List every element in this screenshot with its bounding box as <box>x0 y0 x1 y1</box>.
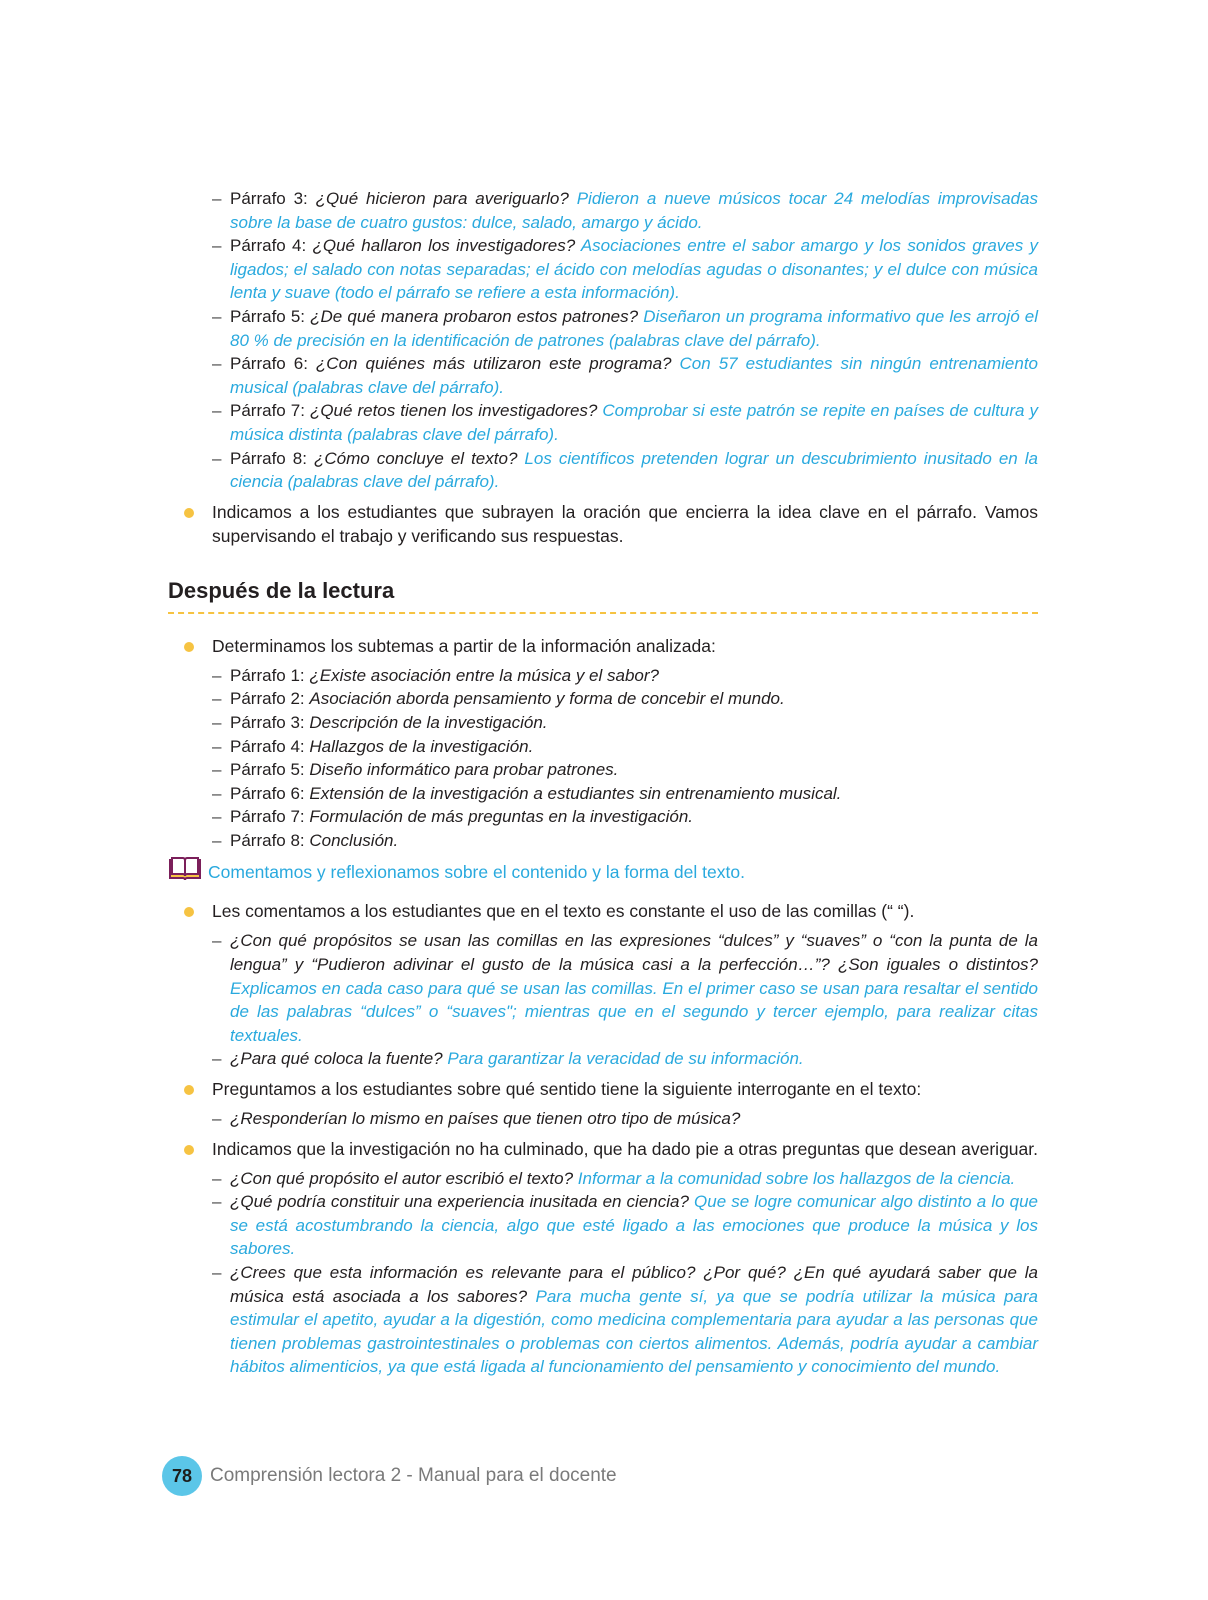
footer-title: Comprensión lectora 2 - Manual para el docente <box>210 1465 617 1486</box>
bullet-dot <box>184 1145 194 1155</box>
list-item: – Párrafo 4: Hallazgos de la investigación. <box>168 735 1038 759</box>
bullet-dot <box>184 642 194 652</box>
list-item: – Párrafo 4: ¿Qué hallaron los investigadores? Asociaciones entre el sabor amargo y los sonidos graves y ligados; el salado con notas separadas; el ácido con melodías agudas o disonantes; y el dulce con música lenta y suave (todo el párrafo se refiere a esta información). <box>168 234 1038 305</box>
bullet-item: Indicamos que la investigación no ha culminado, que ha dado pie a otras preguntas que desean averiguar. <box>168 1137 1038 1161</box>
list-item: – Párrafo 5: Diseño informático para probar patrones. <box>168 758 1038 782</box>
bullet-item: Indicamos a los estudiantes que subrayen la oración que encierra la idea clave en el párrafo. Vamos supervisando el trabajo y verificando sus respuestas. <box>168 500 1038 548</box>
list-item: – Párrafo 6: ¿Con quiénes más utilizaron este programa? Con 57 estudiantes sin ningún entrenamiento musical (palabras clave del párrafo). <box>168 352 1038 399</box>
list-item: – ¿Con qué propósito el autor escribió el texto? Informar a la comunidad sobre los hallazgos de la ciencia. <box>168 1167 1038 1191</box>
list-item: – ¿Responderían lo mismo en países que tienen otro tipo de música? <box>168 1107 1038 1131</box>
bullet-dot <box>184 1085 194 1095</box>
comment-heading: Comentamos y reflexionamos sobre el contenido y la forma del texto. <box>168 862 1038 883</box>
list-item: – Párrafo 8: Conclusión. <box>168 829 1038 853</box>
book-icon <box>168 856 202 882</box>
page-number-badge: 78 <box>162 1456 202 1496</box>
list-item: – Párrafo 7: ¿Qué retos tienen los investigadores? Comprobar si este patrón se repite en países de cultura y música distinta (palabras clave del párrafo). <box>168 399 1038 446</box>
list-item: – Párrafo 5: ¿De qué manera probaron estos patrones? Diseñaron un programa informativo que les arrojó el 80 % de precisión en la identificación de patrones (palabras clave del párrafo). <box>168 305 1038 352</box>
page-footer <box>162 1456 617 1496</box>
section1-list <box>168 187 1038 494</box>
list-item: – Párrafo 1: ¿Existe asociación entre la música y el sabor? <box>168 664 1038 688</box>
subtopics-list <box>168 664 1038 853</box>
list-item: – Párrafo 2: Asociación aborda pensamiento y forma de concebir el mundo. <box>168 687 1038 711</box>
section-divider <box>168 612 1038 614</box>
list-item: – Párrafo 7: Formulación de más preguntas en la investigación. <box>168 805 1038 829</box>
list-item: – ¿Crees que esta información es relevante para el público? ¿Por qué? ¿En qué ayudará saber que la música está asociada a los sabores? Para mucha gente sí, ya que se podría utilizar la música para estimular el apetito, ayudar a la digestión, como medicina complementaria para ayudar a las personas que tienen problemas gastrointestinales o problemas con ciertos alimentos. Además, podría ayudar a cambiar hábitos alimenticios, ya que está ligada al funcionamiento del pensamiento y conocimiento del mundo. <box>168 1261 1038 1379</box>
list-item: – ¿Para qué coloca la fuente? Para garantizar la veracidad de su información. <box>168 1047 1038 1071</box>
list-item: – Párrafo 3: Descripción de la investigación. <box>168 711 1038 735</box>
list-item: – Párrafo 8: ¿Cómo concluye el texto? Los científicos pretenden lograr un descubrimiento inusitado en la ciencia (palabras clave del párrafo). <box>168 447 1038 494</box>
page-content <box>168 187 1038 1379</box>
list-item: – Párrafo 3: ¿Qué hicieron para averiguarlo? Pidieron a nueve músicos tocar 24 melodías improvisadas sobre la base de cuatro gustos: dulce, salado, amargo y ácido. <box>168 187 1038 234</box>
bullet-dot <box>184 508 194 518</box>
bullet-item: Determinamos los subtemas a partir de la información analizada: <box>168 634 1038 658</box>
bullet-dot <box>184 907 194 917</box>
list-item: – ¿Con qué propósitos se usan las comillas en las expresiones “dulces” y “suaves” o “con la punta de la lengua” y “Pudieron adivinar el gusto de la música casi a la perfección…”? ¿Son iguales o distintos? Explicamos en cada caso para qué se usan las comillas. En el primer caso se usan para resaltar el sentido de las palabras “dulces” o “suaves"; mientras que en el segundo y tercer ejemplo, para realizar citas textuales. <box>168 929 1038 1047</box>
list-item: – ¿Qué podría constituir una experiencia inusitada en ciencia? Que se logre comunicar algo distinto a lo que se está acostumbrando la ciencia, algo que esté ligado a las emociones que produce la música y los sabores. <box>168 1190 1038 1261</box>
section-title: Después de la lectura <box>168 577 395 603</box>
bullet-item: Les comentamos a los estudiantes que en el texto es constante el uso de las comillas (“ “). <box>168 899 1038 923</box>
bullet-item: Preguntamos a los estudiantes sobre qué sentido tiene la siguiente interrogante en el texto: <box>168 1077 1038 1101</box>
list-item: – Párrafo 6: Extensión de la investigación a estudiantes sin entrenamiento musical. <box>168 782 1038 806</box>
